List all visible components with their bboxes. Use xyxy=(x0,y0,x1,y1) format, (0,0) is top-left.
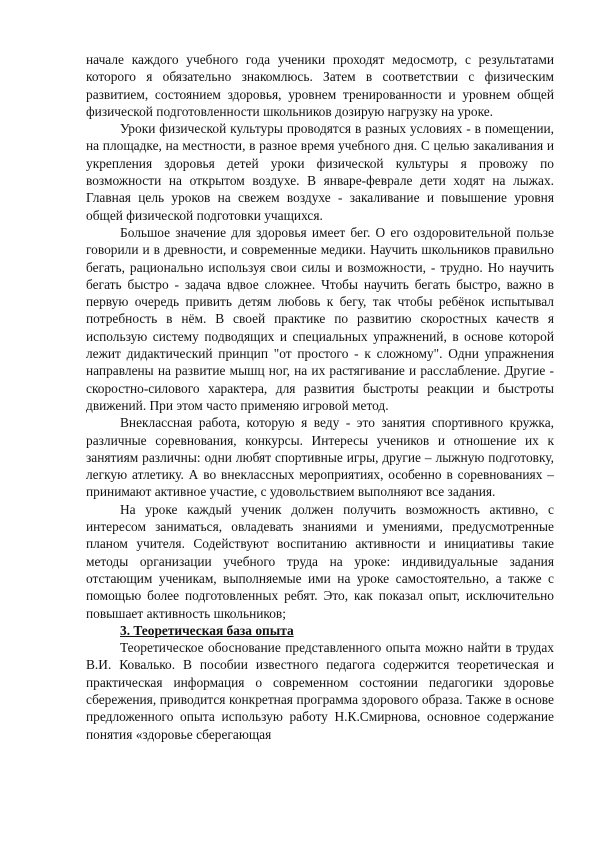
document-page xyxy=(86,51,554,743)
paragraph-medical-exam: начале каждого учебного года ученики проходят медосмотр, с результатами которого я обязательно знакомлюсь. Затем в соответствии с физическим развитием, состоянием здоровья, уровнем тренированности и уровнем общей физической подготовленности школьников дозирую нагрузку на уроке. xyxy=(86,52,554,119)
paragraph-lesson-activity: На уроке каждый ученик должен получить возможность активно, с интересом заниматься, овладевать знаниями и умениями, предусмотренные планом учителя. Содействуют воспитанию активности и инициативы такие методы организации учебного труда на уроке: индивидуальные задания отстающим ученикам, выполняемые ими на уроке самостоятельно, а также с помощью более подготовленных ребят. Это, как показал опыт, исключительно повышает активность школьников; xyxy=(86,501,554,621)
paragraph-lesson-conditions: Уроки физической культуры проводятся в разных условиях - в помещении, на площадке, на местности, в разное время учебного дня. С целью закаливания и укрепления здоровья детей уроки физической культуры я провожу по возможности на открытом воздухе. В январе-феврале дети ходят на лыжах. Главная цель уроков на свежем воздухе - закаливание и повышение уровня общей физической подготовки учащихся. xyxy=(86,121,554,223)
paragraph-running: Большое значение для здоровья имеет бег. О его оздоровительной пользе говорили и в древности, и современные медики. Научить школьников правильно бегать, рационально используя свои силы и возможности, - трудно. Но научить бегать быстро - задача вдвое сложнее. Чтобы научить бегать быстро, важно в первую очередь привить детям любовь к бегу, так чтобы ребёнок испытывал потребность в нём. В своей практике по развитию скоростных качеств я использую систему подводящих и специальных упражнений, в основе которой лежит дидактический принцип "от простого - к сложному". Одни упражнения направлены на развитие мышц ног, на их растягивание и расслабление. Другие - скоростно-силового характера, для развития быстроты реакции и быстроты движений. При этом часто применяю игровой метод. xyxy=(86,224,554,413)
paragraph-extracurricular: Внеклассная работа, которую я веду - это занятия спортивного кружка, различные соревнования, конкурсы. Интересы учеников и отношение их к занятиям различны: одни любят спортивные игры, другие – лыжную подготовку, легкую атлетику. А во внеклассных мероприятиях, особенно в соревнованиях – принимают активное участие, с удовольствием выполняют все задания. xyxy=(86,415,554,500)
section-heading: 3. Теоретическая база опыта xyxy=(120,622,294,638)
paragraph-theoretical-basis: Теоретическое обоснование представленного опыта можно найти в трудах В.И. Ковалько. В пособии известного педагога содержится теоретическая и практическая информация о современном состоянии педагогики здоровье сбережения, приводится конкретная программа здорового образа. Также в основе предложенного опыта использую работу Н.К.Смирнова, основное содержание понятия «здоровье сберегающая xyxy=(86,640,554,742)
